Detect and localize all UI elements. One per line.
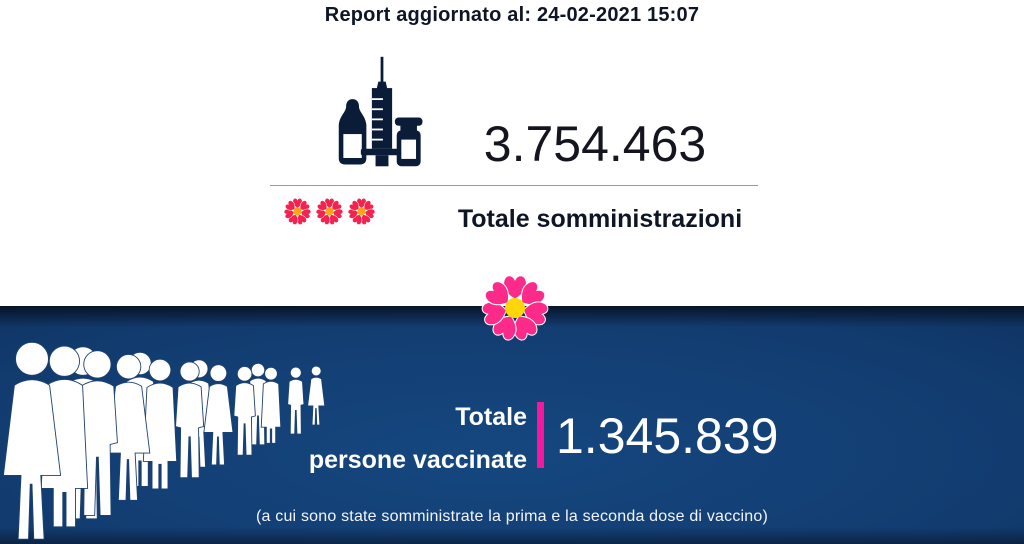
total-vaccinated-value: 1.345.839	[556, 408, 779, 464]
total-doses-value: 3.754.463	[483, 116, 707, 172]
magenta-accent-bar	[537, 402, 544, 468]
primula-flower-icon	[346, 196, 377, 227]
syringe-ampoule-vial-icon	[336, 56, 428, 168]
vaccinated-caption: (a cui sono state somministrate la prima e la seconda dose di vaccino)	[255, 508, 768, 525]
primula-flower-icon	[314, 196, 345, 227]
total-vaccinated-label-line1: Totale	[455, 403, 527, 431]
divider-line	[270, 185, 758, 186]
primula-flower-icon	[282, 196, 313, 227]
primula-flower-icon	[477, 270, 553, 346]
total-vaccinated-label	[200, 396, 527, 482]
total-vaccinated-label-line2: persone vaccinate	[308, 446, 527, 474]
report-updated-header: Report aggiornato al: 24-02-2021 15:07	[324, 4, 700, 26]
total-doses-label: Totale somministrazioni	[457, 205, 743, 233]
small-flowers-row	[282, 196, 377, 227]
